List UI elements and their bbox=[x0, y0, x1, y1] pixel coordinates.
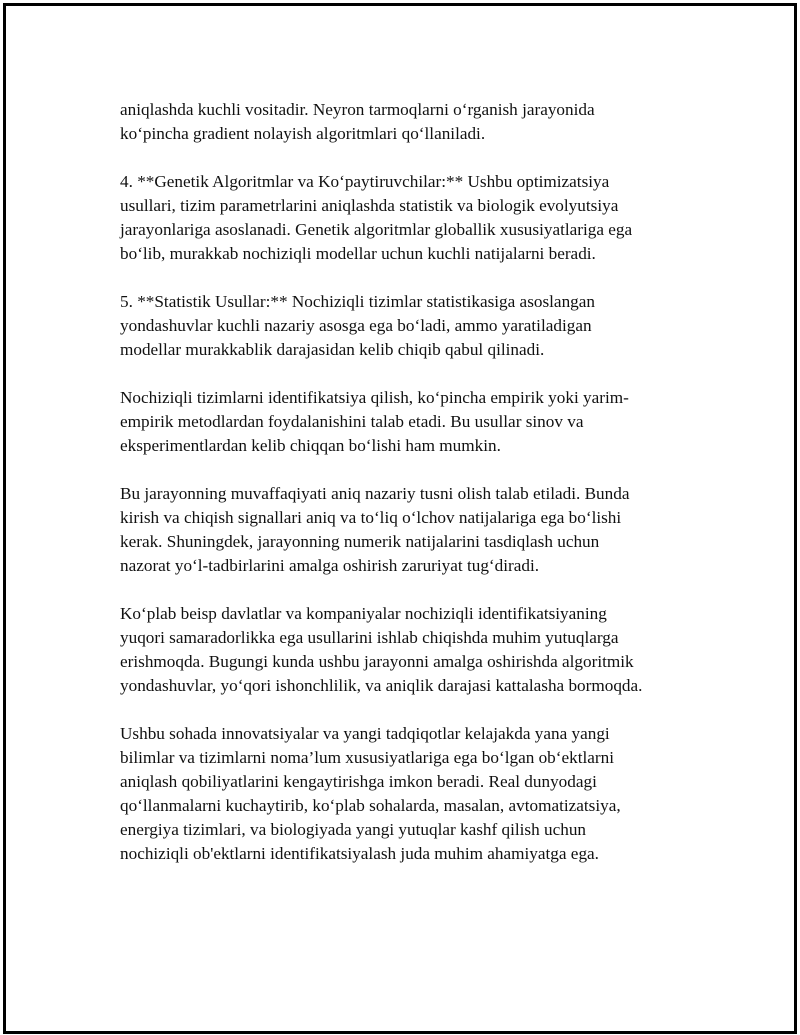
paragraph-success-conditions: Bu jarayonning muvaffaqiyati aniq nazariy tusni olish talab etiladi. Bunda kirish va chiqish signallari aniq va to‘liq o‘lchov natijalariga ega bo‘lishi kerak. Shuningdek, jarayonning numerik natijalarini tasdiqlash uchun nazorat yo‘l-tadbirlarini amalga oshirish zaruriyat tug‘diradi. bbox=[120, 484, 630, 575]
paragraph-statistical-methods: 5. **Statistik Usullar:** Nochiziqli tizimlar statistikasiga asoslangan yondashuvlar kuchli nazariy asosga ega bo‘ladi, ammo yaratiladigan modellar murakkablik darajasidan kelib chiqib qabul qilinadi. bbox=[120, 292, 595, 359]
paragraph-neural-networks: aniqlashda kuchli vositadir. Neyron tarmoqlarni o‘rganish jarayonida ko‘pincha gradient nolayish algoritmlari qo‘llaniladi. bbox=[120, 100, 595, 143]
paragraph-achievements: Ko‘plab beisp davlatlar va kompaniyalar nochiziqli identifikatsiyaning yuqori samaradorlikka ega usullarini ishlab chiqishda muhim yutuqlarga erishmoqda. Bugungi kunda ushbu jarayonni amalga oshirishda algoritmik yondashuvlar, yo‘qori ishonchlilik, va aniqlik darajasi kattalasha bormoqda. bbox=[120, 604, 643, 695]
document-page bbox=[3, 3, 797, 1034]
document-body bbox=[120, 98, 690, 890]
paragraph-genetic-algorithms: 4. **Genetik Algoritmlar va Ko‘paytiruvchilar:** Ushbu optimizatsiya usullari, tizim parametrlarini aniqlashda statistik va biologik evolyutsiya jarayonlariga asoslanadi. Genetik algoritmlar globallik xususiyatlariga ega bo‘lib, murakkab nochiziqli modellar uchun kuchli natijalarni beradi. bbox=[120, 172, 633, 263]
paragraph-empirical-methods: Nochiziqli tizimlarni identifikatsiya qilish, ko‘pincha empirik yoki yarim- empirik metodlardan foydalanishini talab etadi. Bu usullar sinov va eksperimentlardan kelib chiqqan bo‘lishi ham mumkin. bbox=[120, 388, 629, 455]
paragraph-future-research: Ushbu sohada innovatsiyalar va yangi tadqiqotlar kelajakda yana yangi bilimlar va tizimlarni noma’lum xususiyatlariga ega bo‘lgan ob‘ektlarni aniqlash qobiliyatlarini kengaytirishga imkon beradi. Real dunyodagi qo‘llanmalarni kuchaytirib, ko‘plab sohalarda, masalan, avtomatizatsiya, energiya tizimlari, va biologiyada yangi yutuqlar kashf qilish uchun nochiziqli ob'ektlarni identifikatsiyalash juda muhim ahamiyatga ega. bbox=[120, 724, 621, 863]
